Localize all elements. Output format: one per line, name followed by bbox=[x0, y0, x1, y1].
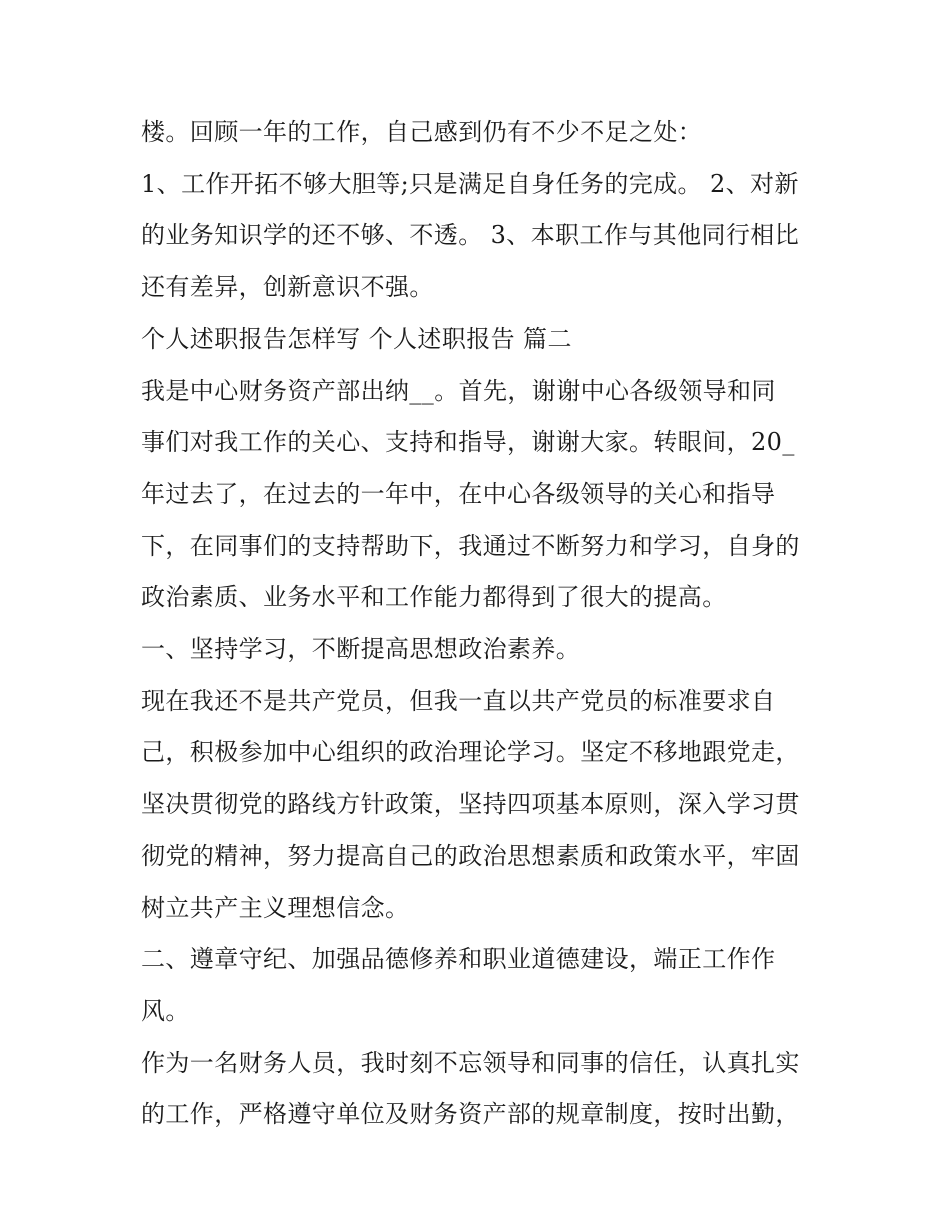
text-line: 下，在同事们的支持帮助下，我通过不断努力和学习，自身的 bbox=[141, 531, 800, 560]
text-line: 的工作，严格遵守单位及财务资产部的规章制度，按时出勤， bbox=[141, 1100, 800, 1129]
text-line: 树立共产主义理想信念。 bbox=[141, 893, 410, 922]
text-line: 坚决贯彻党的路线方针政策，坚持四项基本原则，深入学习贯 bbox=[141, 790, 800, 819]
text-line: 事们对我工作的关心、支持和指导，谢谢大家。转眼间，20_ bbox=[141, 428, 795, 457]
text-line: 年过去了，在过去的一年中，在中心各级领导的关心和指导 bbox=[141, 479, 776, 508]
subsection-heading: 二、遵章守纪、加强品德修养和职业道德建设，端正工作作 bbox=[141, 945, 776, 974]
text-line: 楼。回顾一年的工作，自己感到仍有不少不足之处： bbox=[141, 118, 703, 146]
text-line: 还有差异，创新意识不强。 bbox=[141, 273, 434, 302]
text-line: 的业务知识学的还不够、不透。 3、本职工作与其他同行相比 bbox=[141, 221, 800, 250]
text-line: 1、工作开拓不够大胆等;只是满足自身任务的完成。 2、对新 bbox=[141, 169, 799, 198]
text-line: 风。 bbox=[141, 996, 190, 1025]
text-line: 作为一名财务人员，我时刻不忘领导和同事的信任，认真扎实 bbox=[141, 1048, 800, 1077]
subsection-heading: 一、坚持学习，不断提高思想政治素养。 bbox=[141, 635, 581, 664]
text-line: 我是中心财务资产部出纳__。首先，谢谢中心各级领导和同 bbox=[141, 376, 776, 405]
section-heading: 个人述职报告怎样写 个人述职报告 篇二 bbox=[141, 324, 572, 353]
text-line: 彻党的精神，努力提高自己的政治思想素质和政策水平，牢固 bbox=[141, 841, 800, 870]
document-body bbox=[141, 107, 821, 1141]
text-line: 政治素质、业务水平和工作能力都得到了很大的提高。 bbox=[141, 583, 727, 612]
text-line: 现在我还不是共产党员，但我一直以共产党员的标准要求自 bbox=[141, 686, 776, 715]
text-line: 己，积极参加中心组织的政治理论学习。坚定不移地跟党走， bbox=[141, 738, 800, 767]
